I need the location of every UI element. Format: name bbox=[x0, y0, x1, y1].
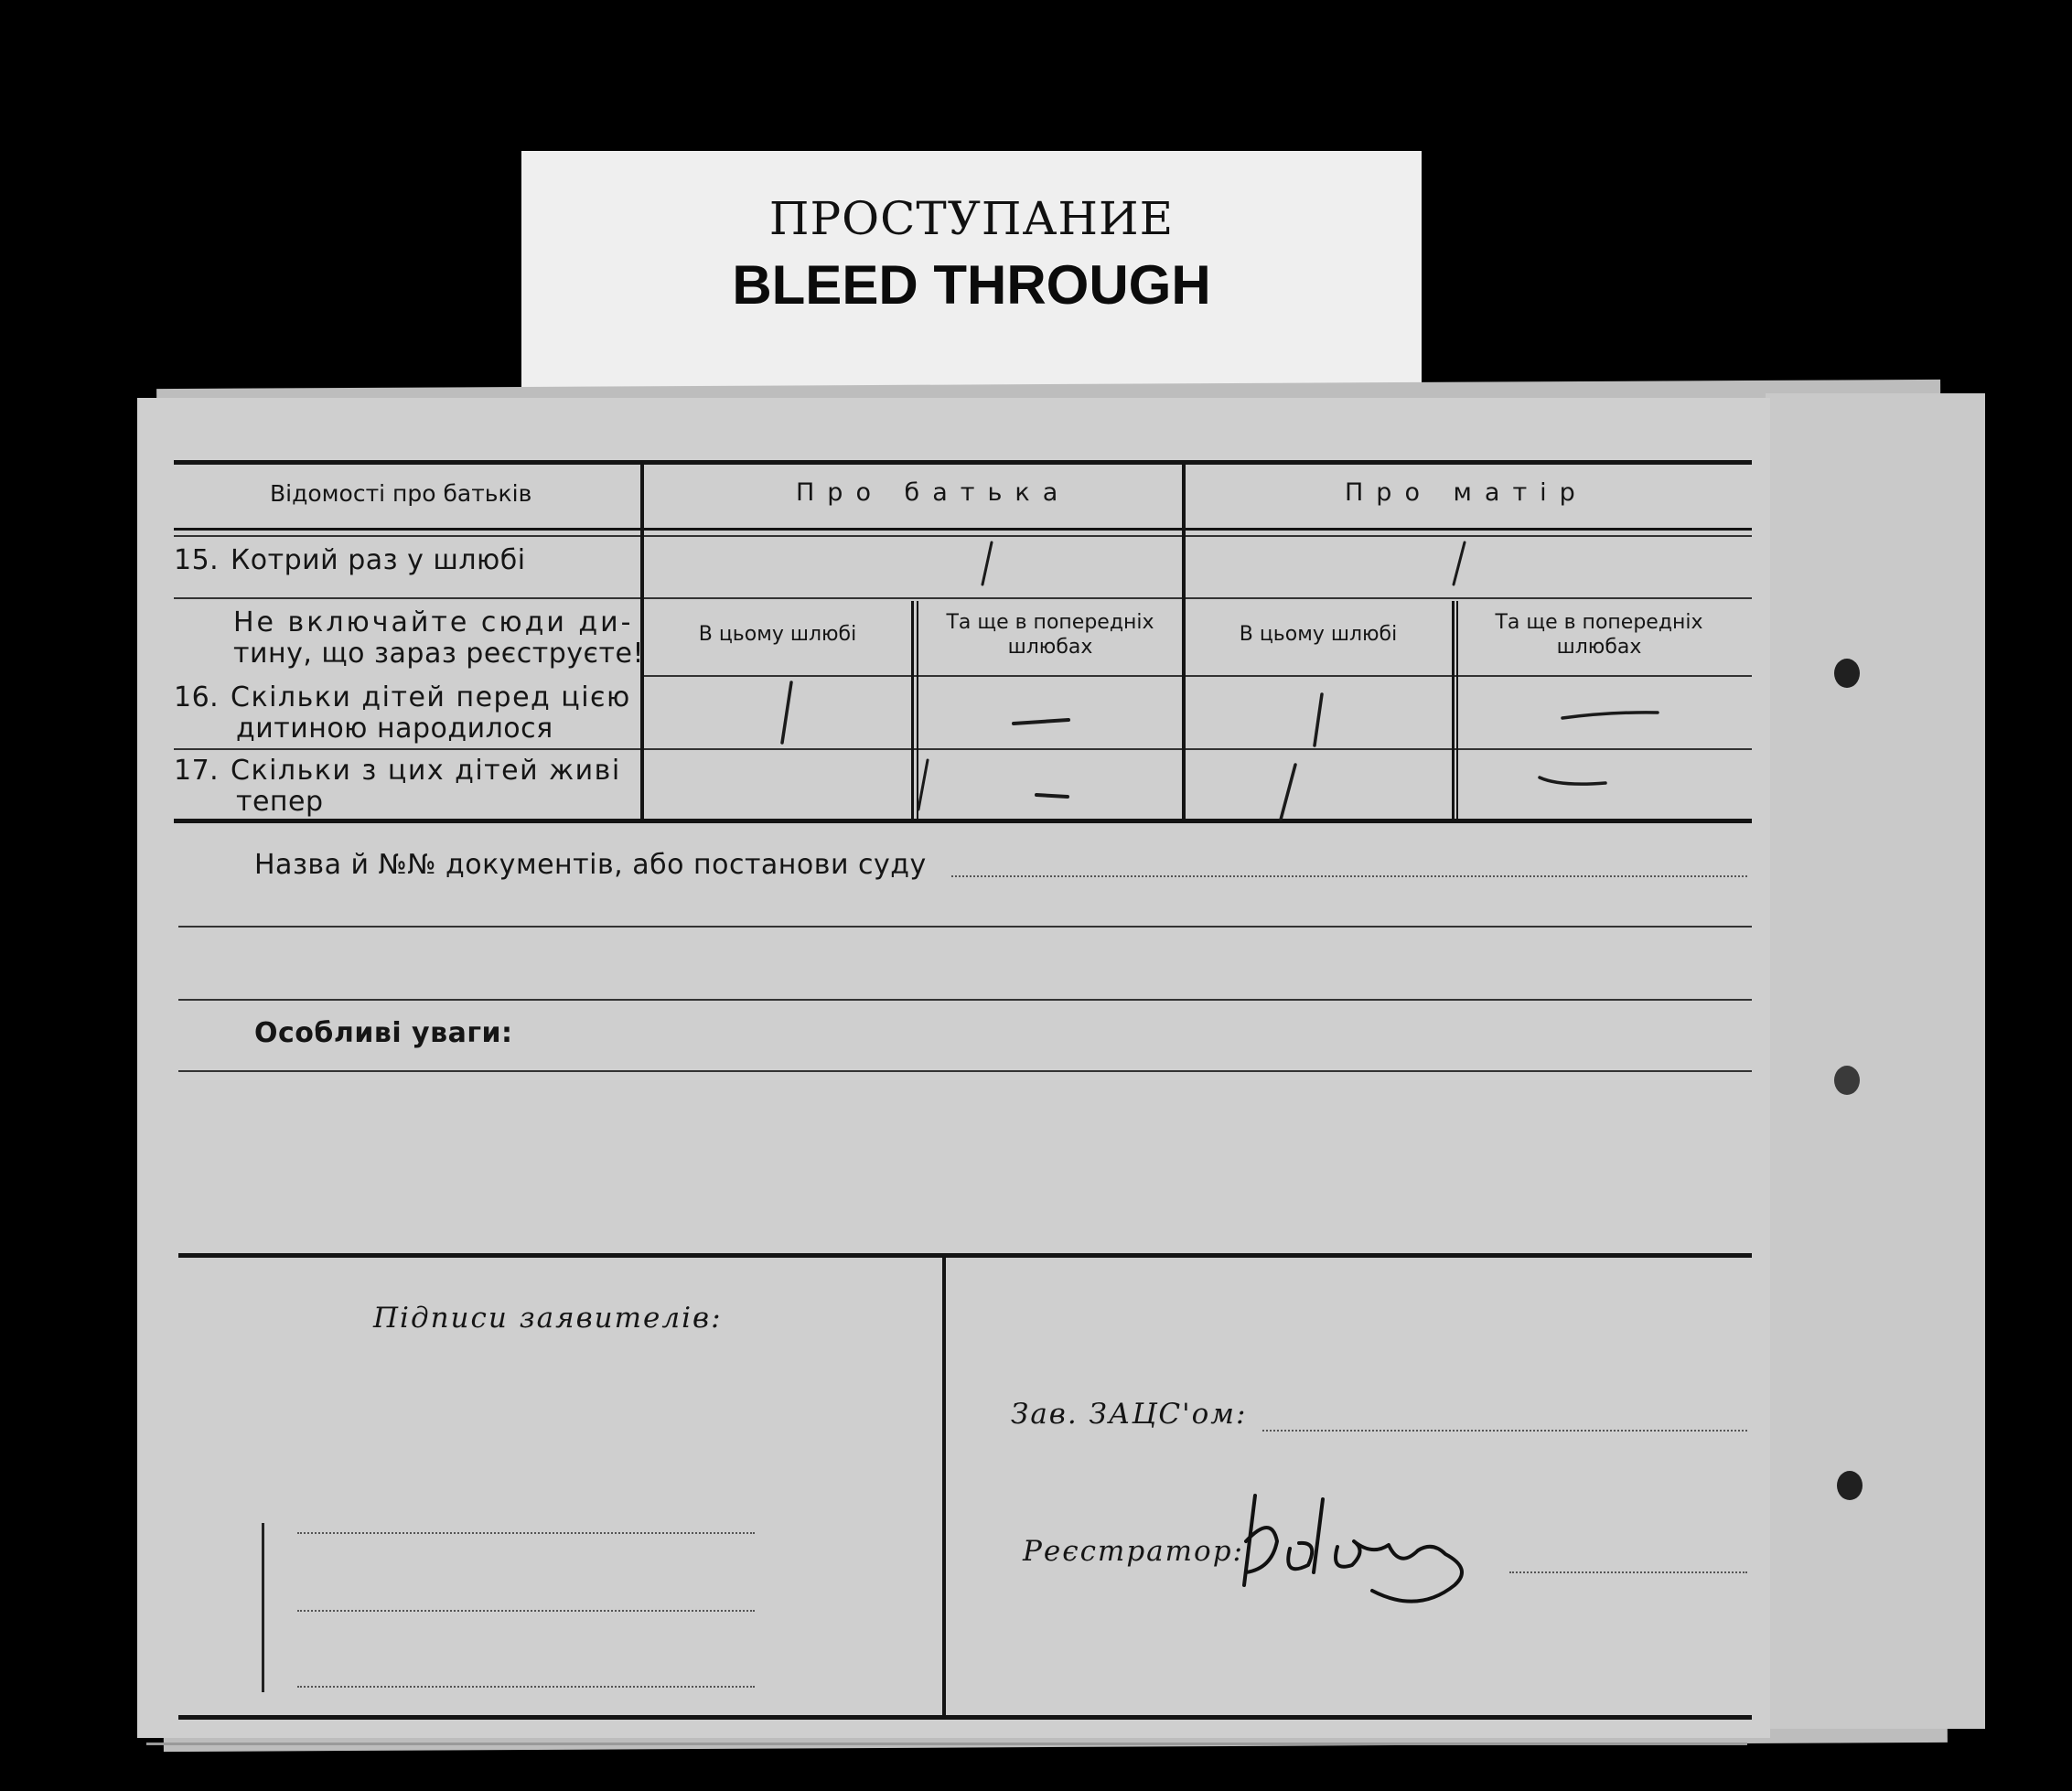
notice-russian: ПРОСТУПАНИЕ bbox=[768, 192, 1175, 245]
row17-mother-prev bbox=[1532, 768, 1624, 796]
row16-mother-this bbox=[1294, 689, 1340, 753]
row15-label: Котрий раз у шлюбі bbox=[231, 544, 526, 576]
note-line1: Не включайте сюди ди- bbox=[233, 606, 634, 638]
row15-father-value bbox=[961, 537, 1015, 592]
row16-line2: дитиною народилося bbox=[236, 713, 553, 745]
row16-father-this bbox=[764, 677, 810, 750]
registrar-signature bbox=[1235, 1477, 1491, 1605]
subheader-father-previous-2: шлюбах bbox=[1007, 636, 1093, 659]
row16-father-prev bbox=[1006, 709, 1079, 736]
row17-father-this-stroke bbox=[907, 756, 935, 816]
registration-form-sheet bbox=[137, 398, 1770, 1738]
signatures-label: Підписи заявителів: bbox=[373, 1302, 723, 1335]
registrar-label: Реєстратор: bbox=[1023, 1535, 1244, 1568]
right-sheet bbox=[1766, 393, 1985, 1729]
note-line2: тину, що зараз реєструєте! bbox=[233, 638, 644, 670]
notice-english: BLEED THROUGH bbox=[732, 254, 1211, 316]
header-father: Про батька bbox=[796, 478, 1071, 507]
punch-hole bbox=[1834, 659, 1860, 688]
header-mother: Про матір bbox=[1345, 478, 1588, 507]
row16-number: 16. bbox=[174, 681, 220, 713]
subheader-mother-this-marriage: В цьому шлюбі bbox=[1239, 623, 1398, 646]
remarks-label: Особливі уваги: bbox=[254, 1017, 513, 1049]
documents-label: Назва й №№ документів, або постанови суду bbox=[254, 849, 927, 881]
row15-number: 15. bbox=[174, 544, 220, 576]
zags-head-label: Зав. ЗАЦС'ом: bbox=[1011, 1398, 1248, 1431]
bleed-through-notice bbox=[521, 151, 1422, 393]
subheader-mother-previous-1: Та ще в попередніх bbox=[1495, 611, 1703, 634]
row17-line1: Скільки з цих дітей живі bbox=[231, 755, 621, 787]
subheader-mother-previous-2: шлюбах bbox=[1556, 636, 1642, 659]
punch-hole bbox=[1834, 1066, 1860, 1095]
row15-mother-value bbox=[1432, 537, 1487, 592]
subheader-father-this-marriage: В цьому шлюбі bbox=[698, 623, 857, 646]
row16-mother-prev bbox=[1555, 704, 1665, 727]
punch-hole bbox=[1837, 1471, 1863, 1500]
row16-line1: Скільки дітей перед цією bbox=[231, 681, 631, 713]
row17-number: 17. bbox=[174, 755, 220, 787]
row17-father-prev bbox=[1029, 782, 1084, 810]
subheader-father-previous-1: Та ще в попередніх bbox=[946, 611, 1154, 634]
row17-mother-this bbox=[1270, 759, 1306, 828]
header-parents-info: Відомості про батьків bbox=[270, 480, 532, 507]
row17-line2: тепер bbox=[236, 786, 324, 818]
